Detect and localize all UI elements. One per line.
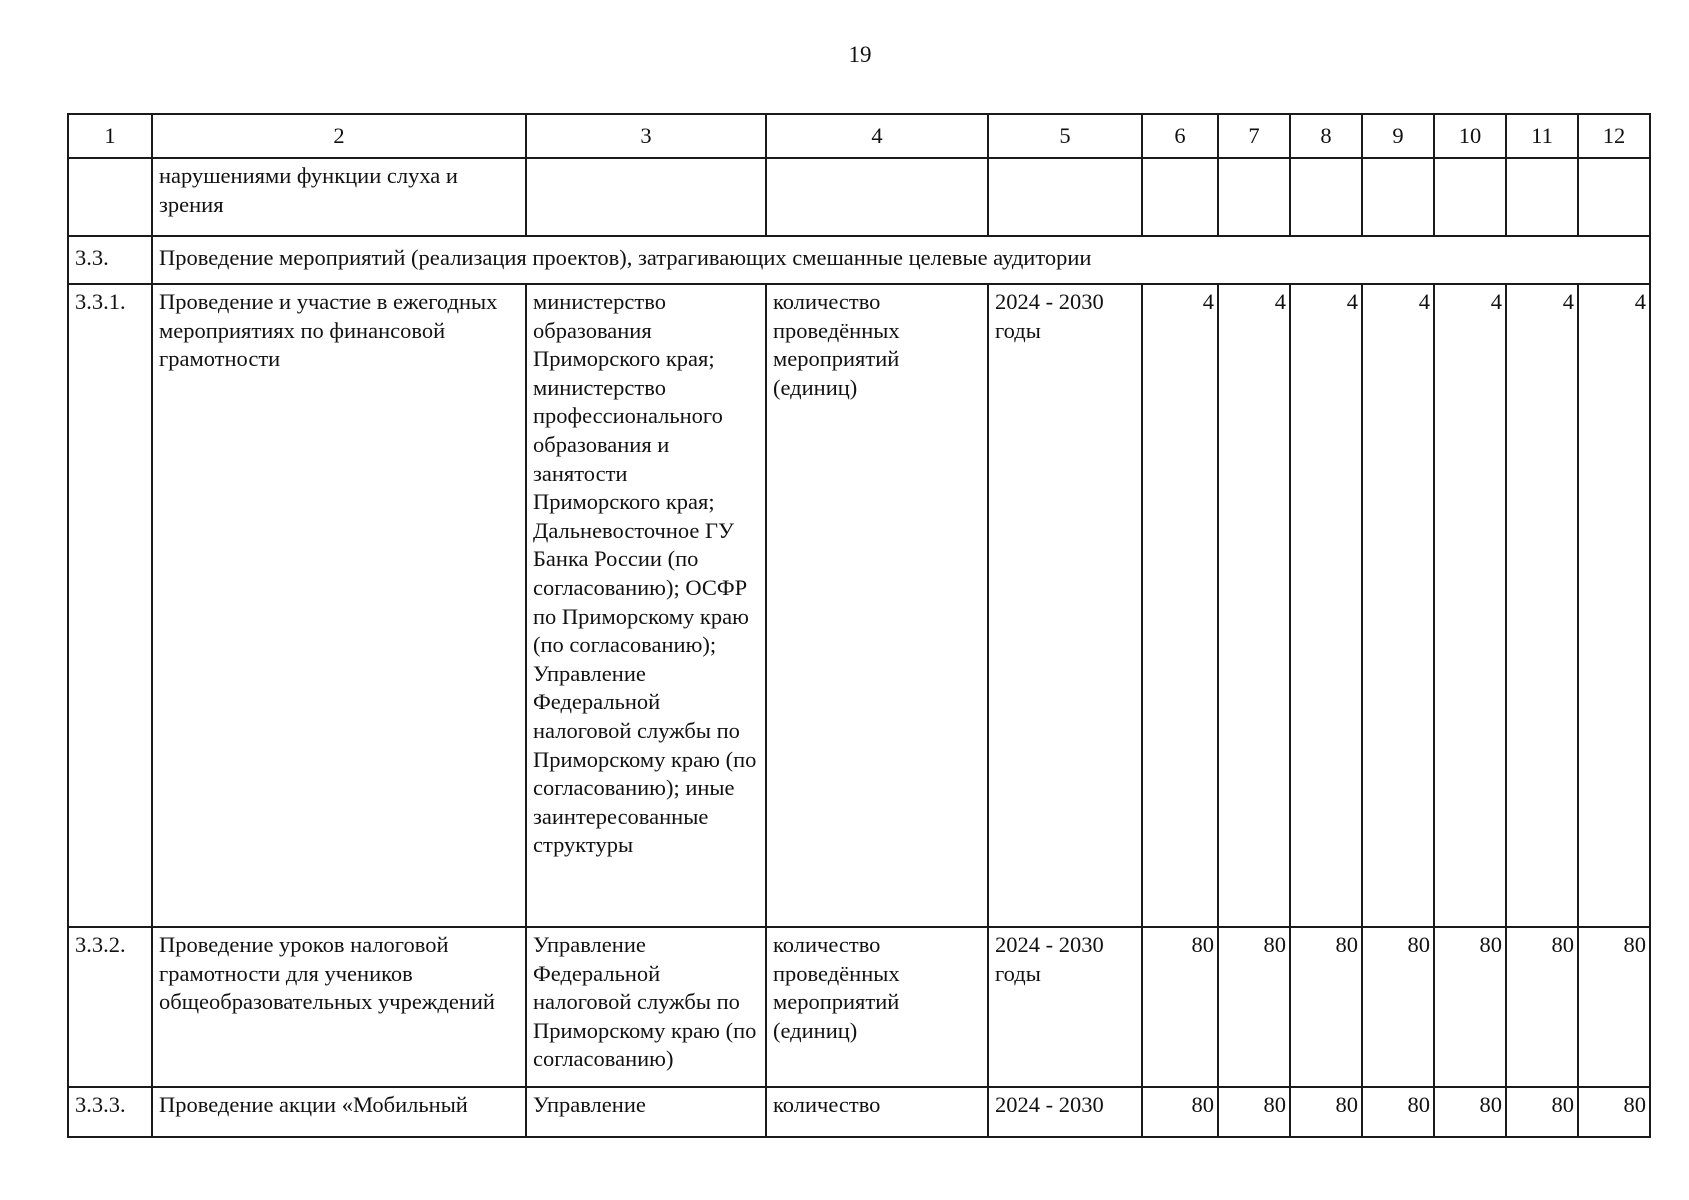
value-cell — [1578, 158, 1650, 236]
executors-cell: Управление — [526, 1087, 766, 1137]
code-cell: 3.3.2. — [68, 927, 152, 1087]
header-cell: 11 — [1506, 114, 1578, 158]
period-cell: 2024 - 2030 — [988, 1087, 1142, 1137]
value-cell — [1218, 158, 1290, 236]
name-cell: Проведение акции «Мобильный — [152, 1087, 526, 1137]
header-cell: 8 — [1290, 114, 1362, 158]
value-cell: 80 — [1362, 927, 1434, 1087]
value-cell: 4 — [1218, 284, 1290, 927]
code-cell — [68, 158, 152, 236]
value-cell: 4 — [1434, 284, 1506, 927]
value-cell — [1362, 158, 1434, 236]
value-cell — [1290, 158, 1362, 236]
value-cell: 80 — [1218, 1087, 1290, 1137]
header-cell: 12 — [1578, 114, 1650, 158]
value-cell: 4 — [1142, 284, 1218, 927]
header-cell: 5 — [988, 114, 1142, 158]
header-cell: 10 — [1434, 114, 1506, 158]
executors-cell — [526, 158, 766, 236]
table-row — [68, 1087, 1650, 1137]
code-cell: 3.3.1. — [68, 284, 152, 927]
value-cell: 80 — [1290, 927, 1362, 1087]
indicator-cell: количество проведённых мероприятий (единиц) — [766, 927, 988, 1087]
value-cell — [1434, 158, 1506, 236]
executors-cell: министерство образования Приморского края; министерство профессионального образования и занятости Приморского края; Дальневосточное ГУ Банка России (по согласованию); ОСФР по Приморскому краю (по согласованию); Управление Федеральной налоговой службы по Приморскому краю (по согласованию); иные заинтересованные структуры — [526, 284, 766, 927]
code-cell: 3.3.3. — [68, 1087, 152, 1137]
value-cell: 80 — [1434, 927, 1506, 1087]
period-cell: 2024 - 2030 годы — [988, 284, 1142, 927]
page-number: 19 — [848, 42, 872, 67]
header-cell: 1 — [68, 114, 152, 158]
value-cell: 80 — [1506, 927, 1578, 1087]
executors-cell: Управление Федеральной налоговой службы по Приморскому краю (по согласованию) — [526, 927, 766, 1087]
value-cell: 80 — [1578, 927, 1650, 1087]
period-cell — [988, 158, 1142, 236]
value-cell: 4 — [1362, 284, 1434, 927]
value-cell: 4 — [1578, 284, 1650, 927]
header-cell: 2 — [152, 114, 526, 158]
name-cell: нарушениями функции слуха и зрения — [152, 158, 526, 236]
indicator-cell — [766, 158, 988, 236]
continuation-row — [68, 158, 1650, 236]
value-cell: 80 — [1506, 1087, 1578, 1137]
value-cell: 80 — [1290, 1087, 1362, 1137]
section-title: Проведение мероприятий (реализация проектов), затрагивающих смешанные целевые аудитории — [152, 236, 1650, 284]
value-cell: 80 — [1142, 927, 1218, 1087]
indicator-cell: количество проведённых мероприятий (единиц) — [766, 284, 988, 927]
header-cell: 3 — [526, 114, 766, 158]
period-cell: 2024 - 2030 годы — [988, 927, 1142, 1087]
value-cell — [1142, 158, 1218, 236]
header-cell: 9 — [1362, 114, 1434, 158]
header-cell: 6 — [1142, 114, 1218, 158]
value-cell: 80 — [1362, 1087, 1434, 1137]
program-table — [67, 113, 1651, 1138]
name-cell: Проведение уроков налоговой грамотности для учеников общеобразовательных учреждений — [152, 927, 526, 1087]
header-cell: 7 — [1218, 114, 1290, 158]
value-cell: 4 — [1290, 284, 1362, 927]
value-cell: 80 — [1218, 927, 1290, 1087]
value-cell: 80 — [1434, 1087, 1506, 1137]
value-cell: 4 — [1506, 284, 1578, 927]
name-cell: Проведение и участие в ежегодных мероприятиях по финансовой грамотности — [152, 284, 526, 927]
indicator-cell: количество — [766, 1087, 988, 1137]
header-cell: 4 — [766, 114, 988, 158]
section-code: 3.3. — [68, 236, 152, 284]
value-cell: 80 — [1578, 1087, 1650, 1137]
table-row — [68, 284, 1650, 927]
section-row — [68, 236, 1650, 284]
header-row — [68, 114, 1650, 158]
value-cell: 80 — [1142, 1087, 1218, 1137]
value-cell — [1506, 158, 1578, 236]
table-row — [68, 927, 1650, 1087]
